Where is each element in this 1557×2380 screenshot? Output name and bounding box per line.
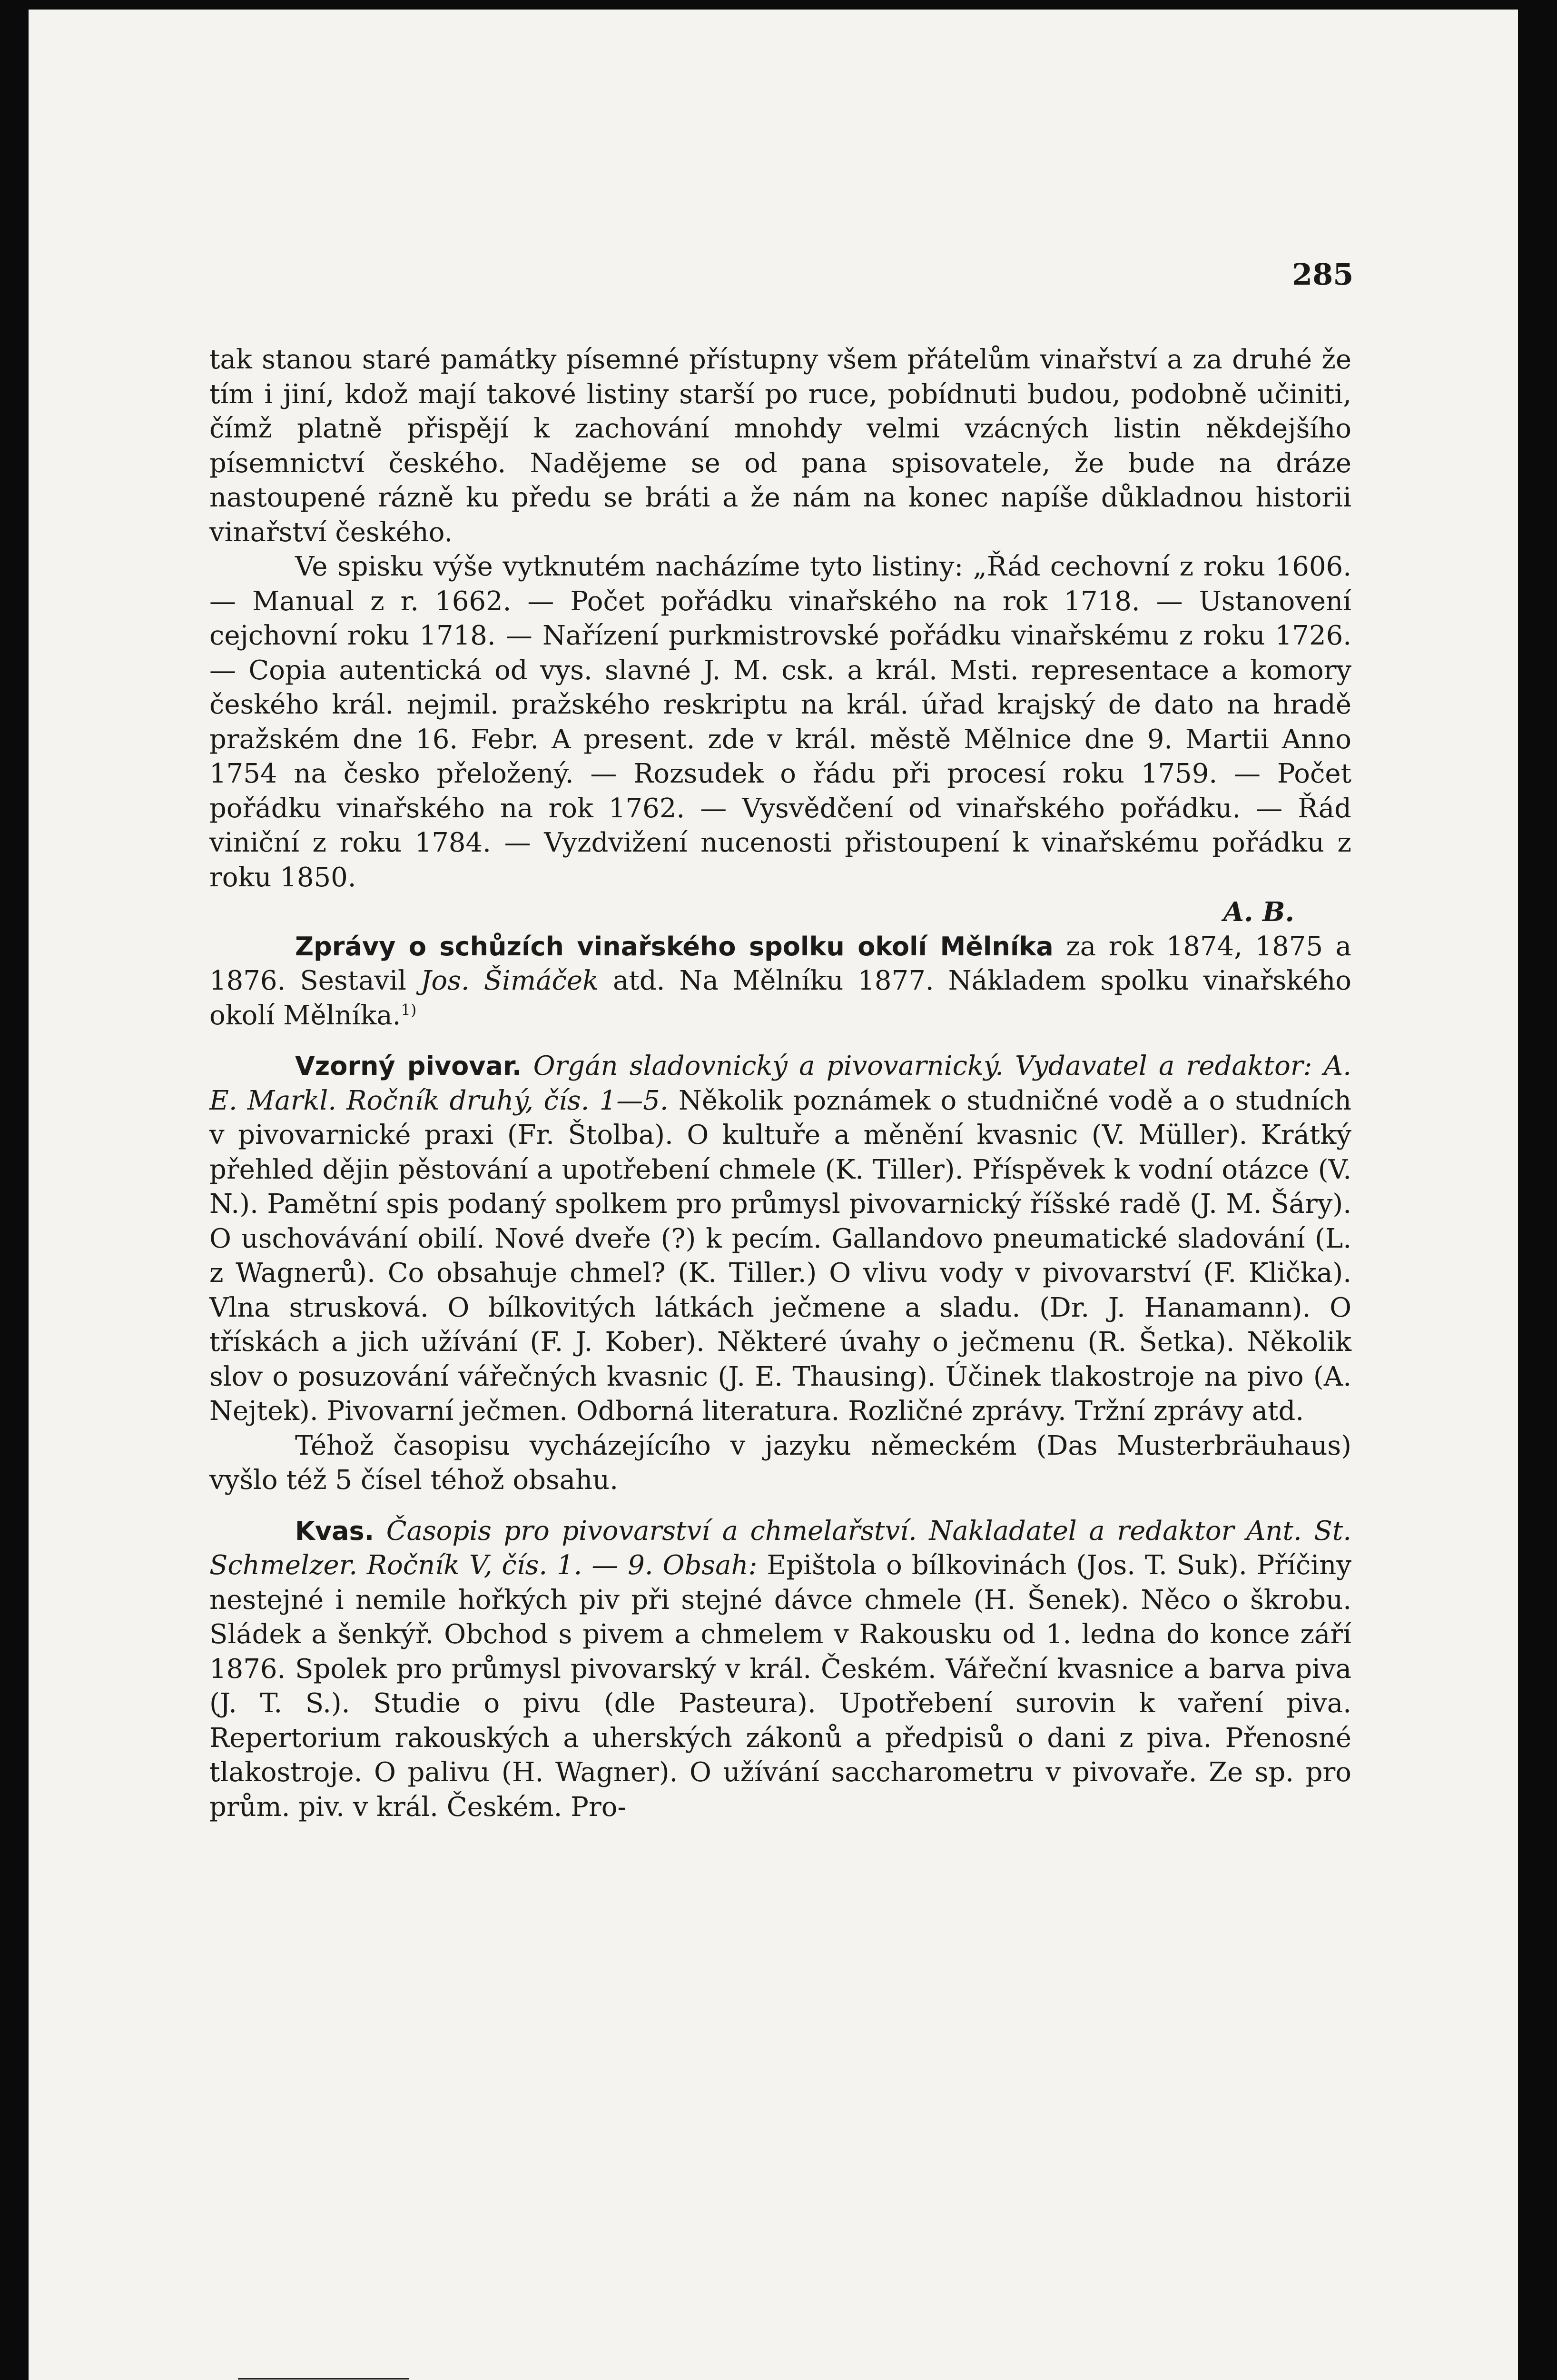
paragraph-intro: tak stanou staré památky písemné přístupny všem přátelům vinařství a za druhé že tím i jiní, kdož mají takové listiny starší po ruce, pobídnuti budou, podobně učiniti, čímž platně přispějí k zachování mnohdy velmi vzácných listin někdejšího písemnictví českého. Nadějeme se od pana spisovatele, že bude na dráze nastoupené rázně ku předu se bráti a že nám na konec napíše důkladnou historii vinařství českého.	[209, 344, 1351, 548]
main-text	[209, 343, 1351, 1825]
page-number: 285	[1292, 257, 1354, 292]
signature: A. B.	[1223, 896, 1294, 928]
paragraph-muster: Téhož časopisu vycházejícího v jazyku německém (Das Musterbräuhaus) vyšlo též 5 čísel téhož obsahu.	[209, 1430, 1351, 1496]
entry-kvas	[209, 1514, 1351, 1825]
entry-zpravy	[209, 930, 1351, 1033]
entry-zpravy-title: Zprávy o schůzích vinařského spolku okolí Mělníka	[295, 931, 1054, 962]
entry-vzorny-meta: Orgán sladovnický a pivovarnický. Vydavatel a redaktor: A. E. Markl. Ročník druhý, čís. 1—5.	[209, 1051, 1351, 1116]
entry-kvas-meta: Časopis pro pivovarství a chmelařství. Nakladatel a redaktor Ant. St. Schmelzer. Ročník V, čís. 1. — 9. Obsah:	[209, 1515, 1351, 1581]
entry-kvas-title: Kvas.	[295, 1516, 374, 1546]
entry-vzorny-title: Vzorný pivovar.	[295, 1051, 522, 1081]
paragraph-listiny: Ve spisku výše vytknutém nacházíme tyto listiny: „Řád cechovní z roku 1606. — Manual z r. 1662. — Počet pořádku vinařského na rok 1718. — Ustanovení cejchovní roku 1718. — Nařízení purkmistrovské pořádku vinařskému z roku 1726. — Copia autentická od vys. slavné J. M. csk. a král. Msti. representace a komory českého král. nejmil. pražského reskriptu na král. úřad krajský de dato na hradě pražském dne 16. Febr. A present. zde v král. městě Mělnice dne 9. Martii Anno 1754 na česko přeložený. — Rozsudek o řádu při procesí roku 1759. — Počet pořádku vinařského na rok 1762. — Vysvědčení od vinařského pořádku. — Řád viniční z roku 1784. — Vyzdvižení nucenosti přistoupení k vinařskému pořádku z roku 1850.	[209, 551, 1351, 893]
entry-kvas-text: Epištola o bílkovinách (Jos. T. Suk). Příčiny nestejné i nemile hořkých piv při stejné dávce chmele (H. Šenek). Něco o škrobu. Sládek a šenkýř. Obchod s pivem a chmelem v Rakousku od 1. ledna do konce září 1876. Spolek pro průmysl pivovarský v král. Českém. Vářeční kvasnice a barva piva (J. T. S.). Studie o pivu (dle Pasteura). Upotřebení surovin k vaření piva. Repertorium rakouských a uherských zákonů a předpisů o dani z piva. Přenosné tlakostroje. O palivu (H. Wagner). O užívání saccharometru v pivovaře. Ze sp. pro prům. piv. v král. Českém. Pro-	[209, 1550, 1351, 1823]
book-page	[29, 10, 1518, 2380]
entry-vzorny-text: Několik poznámek o studničné vodě a o studních v pivovarnické praxi (Fr. Štolba). O kultuře a měnění kvasnic (V. Müller). Krátký přehled dějin pěstování a upotřebení chmele (K. Tiller). Příspěvek k vodní otázce (V. N.). Pamětní spis podaný spolkem pro průmysl pivovarnický říšské radě (J. M. Šáry). O uschovávání obilí. Nové dveře (?) k pecím. Gallandovo pneumatické sladování (L. z Wagnerů). Co obsahuje chmel? (K. Tiller.) O vlivu vody v pivovarství (F. Klička). Vlna strusková. O bílkovitých látkách ječmene a sladu. (Dr. J. Hanamann). O třískách a jich užívání (F. J. Kober). Některé úvahy o ječmenu (R. Šetka). Několik slov o posuzování vářečných kvasnic (J. E. Thausing). Účinek tlakostroje na pivo (A. Nejtek). Pivovarní ječmen. Odborná literatura. Rozličné zprávy. Tržní zprávy atd.	[209, 1085, 1352, 1427]
entry-zpravy-rest: atd. Na Mělníku 1877. Nákladem spolku vinařského okolí Mělníka.	[209, 965, 1351, 1031]
footnote-marker: 1)	[401, 1000, 417, 1019]
entry-vzorny-pivovar	[209, 1049, 1351, 1429]
footnote-rule	[238, 2378, 409, 2380]
entry-zpravy-author: Jos. Šimáček	[420, 965, 599, 996]
entry-zpravy-text: za rok 1874, 1875 a 1876. Sestavil	[209, 931, 1352, 996]
